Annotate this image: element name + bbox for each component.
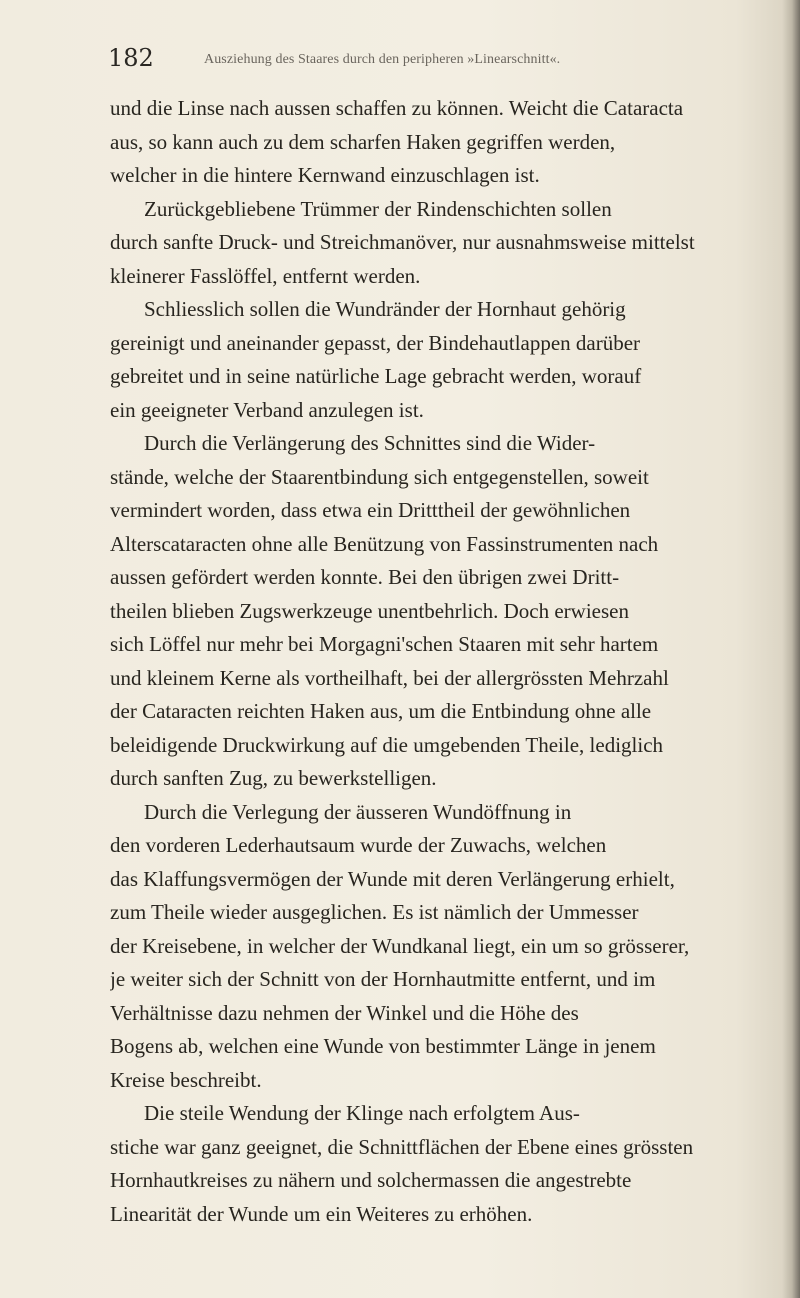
text-line: Bogens ab, welchen eine Wunde von bestimmter Länge in jenem xyxy=(110,1034,656,1058)
text-line: durch sanfte Druck- und Streichmanöver, nur ausnahmsweise mittelst xyxy=(110,230,695,254)
text-line: welcher in die hintere Kernwand einzuschlagen ist. xyxy=(110,163,540,187)
page-header xyxy=(108,42,758,76)
text-line: kleinerer Fasslöffel, entfernt werden. xyxy=(110,263,421,288)
text-line: Zurückgebliebene Trümmer der Rindenschichten sollen xyxy=(144,196,612,221)
text-line: theilen blieben Zugswerkzeuge unentbehrlich. Doch erwiesen xyxy=(110,598,629,623)
text-line: zum Theile wieder ausgeglichen. Es ist nämlich der Ummesser xyxy=(110,900,639,924)
text-line: ein geeigneter Verband anzulegen ist. xyxy=(110,397,424,422)
text-line: den vorderen Lederhautsaum wurde der Zuwachs, welchen xyxy=(110,833,607,857)
text-line: je weiter sich der Schnitt von der Hornhautmitte entfernt, und im xyxy=(110,967,656,991)
text-line: aus, so kann auch zu dem scharfen Haken gegriffen werden, xyxy=(110,129,616,154)
text-line: der Kreisebene, in welcher der Wundkanal liegt, ein um so grösserer, xyxy=(110,933,690,958)
text-line: Durch die Verlängerung des Schnittes sind die Wider- xyxy=(144,431,596,455)
text-line: Alterscataracten ohne alle Benützung von Fassinstrumenten nach xyxy=(110,531,659,556)
running-head: Ausziehung des Staares durch den peripheren »Linearschnitt«. xyxy=(204,52,561,67)
text-line: Hornhautkreises zu nähern und solchermassen die angestrebte xyxy=(110,1168,632,1192)
text-line: Kreise beschreibt. xyxy=(110,1067,262,1092)
text-line: stände, welche der Staarentbindung sich entgegenstellen, soweit xyxy=(110,464,649,489)
text-line: Linearität der Wunde um ein Weiteres zu erhöhen. xyxy=(110,1201,533,1226)
text-line: sich Löffel nur mehr bei Morgagni'schen Staaren mit sehr hartem xyxy=(110,632,659,656)
page-number: 182 xyxy=(108,44,154,72)
body-text xyxy=(110,92,770,1231)
text-line: aussen gefördert werden konnte. Bei den übrigen zwei Dritt- xyxy=(110,565,620,589)
text-line: und die Linse nach aussen schaffen zu können. Weicht die Cataracta xyxy=(110,96,684,120)
text-line: gebreitet und in seine natürliche Lage gebracht werden, worauf xyxy=(110,364,642,388)
text-line: beleidigende Druckwirkung auf die umgebenden Theile, lediglich xyxy=(110,732,664,757)
text-line: das Klaffungsvermögen der Wunde mit deren Verlängerung erhielt, xyxy=(110,866,675,891)
text-line: durch sanften Zug, zu bewerkstelligen. xyxy=(110,766,437,790)
text-line: vermindert worden, dass etwa ein Dritttheil der gewöhnlichen xyxy=(110,498,631,522)
text-line: Die steile Wendung der Klinge nach erfolgtem Aus- xyxy=(144,1101,580,1125)
text-line: Verhältnisse dazu nehmen der Winkel und die Höhe des xyxy=(110,1000,579,1025)
text-line: Schliesslich sollen die Wundränder der Hornhaut gehörig xyxy=(144,297,626,321)
text-line: Durch die Verlegung der äusseren Wundöffnung in xyxy=(144,799,572,824)
text-line: und kleinem Kerne als vortheilhaft, bei der allergrössten Mehrzahl xyxy=(110,665,669,690)
page-gutter-shadow xyxy=(782,0,800,1298)
text-line: stiche war ganz geeignet, die Schnittflächen der Ebene eines grössten xyxy=(110,1134,694,1159)
text-line: der Cataracten reichten Haken aus, um die Entbindung ohne alle xyxy=(110,699,652,723)
text-line: gereinigt und aneinander gepasst, der Bindehautlappen darüber xyxy=(110,330,641,355)
